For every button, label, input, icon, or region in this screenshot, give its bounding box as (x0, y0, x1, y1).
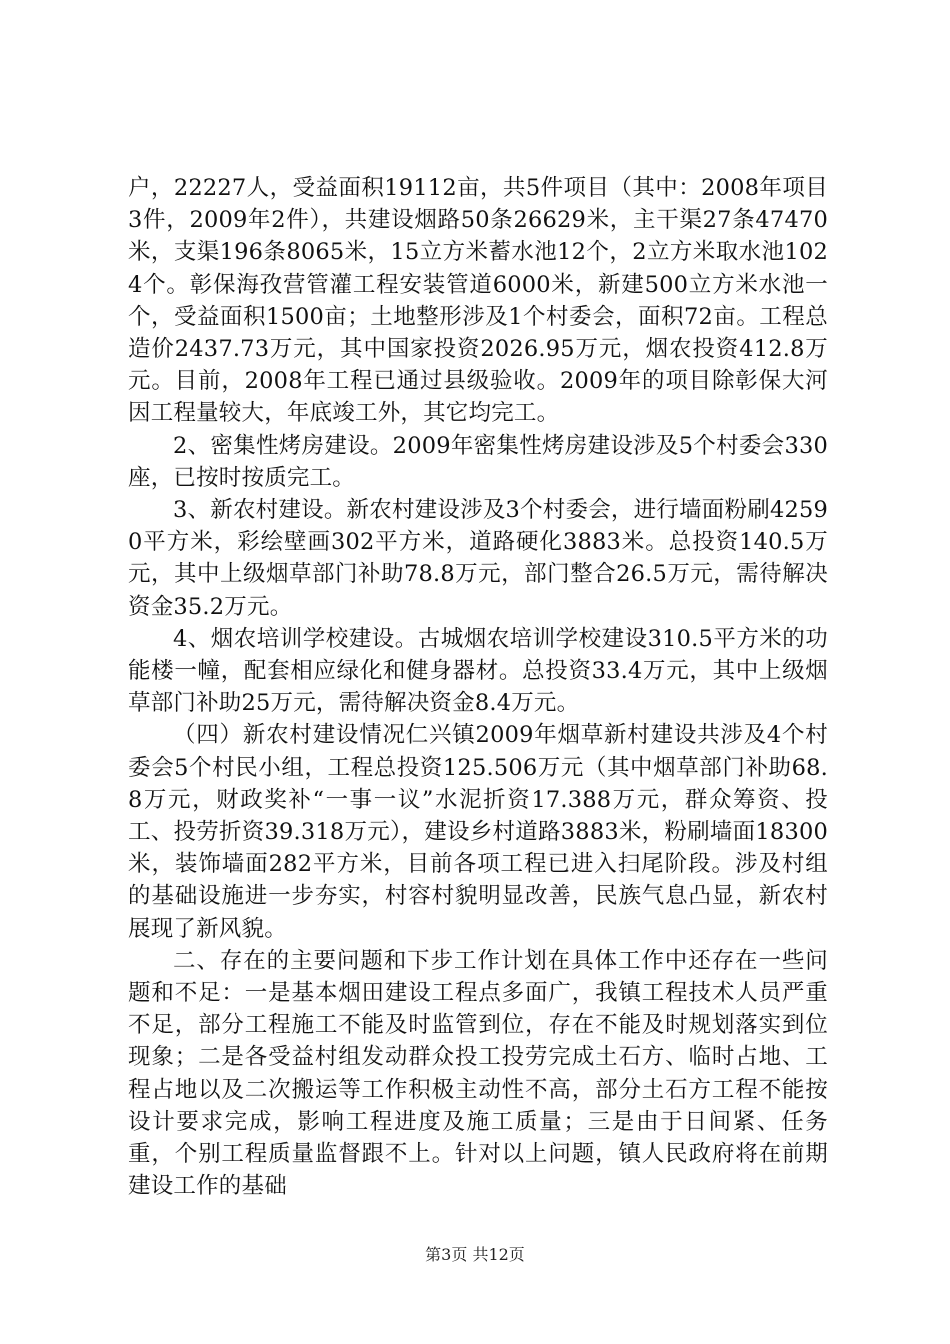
paragraph-continuation: 户，22227人，受益面积19112亩，共5件项目（其中：2008年项目3件，2009年2件），共建设烟路50条26629米，主干渠27条47470米，支渠196条8065米，15立方米蓄水池12个，2立方米取水池1024个。彰保海孜营管灌工程安装管道6000米，新建500立方米水池一个，受益面积1500亩；土地整形涉及1个村委会，面积72亩。工程总造价2437.73万元，其中国家投资2026.95万元，烟农投资412.8万元。目前，2008年工程已通过县级验收。2009年的项目除彰保大河因工程量较大，年底竣工外，其它均完工。 (128, 175, 828, 427)
paragraph-curing-barns: 2、密集性烤房建设。2009年密集性烤房建设涉及5个村委会330座，已按时按质完工。 (128, 432, 828, 491)
document-body (128, 172, 828, 1203)
page-number-footer: 第3页 共12页 (425, 1245, 525, 1264)
paragraph-training-school: 4、烟农培训学校建设。古城烟农培训学校建设310.5平方米的功能楼一幢，配套相应绿化和健身器材。总投资33.4万元，其中上级烟草部门补助25万元，需待解决资金8.4万元。 (128, 625, 828, 717)
paragraph-section-two-problems: 二、存在的主要问题和下步工作计划在具体工作中还存在一些问题和不足：一是基本烟田建设工程点多面广，我镇工程技术人员严重不足，部分工程施工不能及时监管到位，存在不能及时规划落实到位现象；二是各受益村组发动群众投工投劳完成土石方、临时占地、工程占地以及二次搬运等工作积极主动性不高，部分土石方工程不能按设计要求完成，影响工程进度及施工质量；三是由于日间紧、任务重，个别工程质量监督跟不上。针对以上问题，镇人民政府将在前期建设工作的基础 (128, 947, 828, 1200)
paragraph-new-village: 3、新农村建设。新农村建设涉及3个村委会，进行墙面粉刷42590平方米，彩绘壁画302平方米，道路硬化3883米。总投资140.5万元，其中上级烟草部门补助78.8万元，部门整合26.5万元，需待解决资金35.2万元。 (128, 497, 828, 620)
paragraph-section-four: （四）新农村建设情况仁兴镇2009年烟草新村建设共涉及4个村委会5个村民小组，工程总投资125.506万元（其中烟草部门补助68.8万元，财政奖补“一事一议”水泥折资17.388万元，群众筹资、投工、投劳折资39.318万元），建设乡村道路3883米，粉刷墙面18300米，装饰墙面282平方米，目前各项工程已进入扫尾阶段。涉及村组的基础设施进一步夯实，村容村貌明显改善，民族气息凸显，新农村展现了新风貌。 (128, 722, 828, 942)
